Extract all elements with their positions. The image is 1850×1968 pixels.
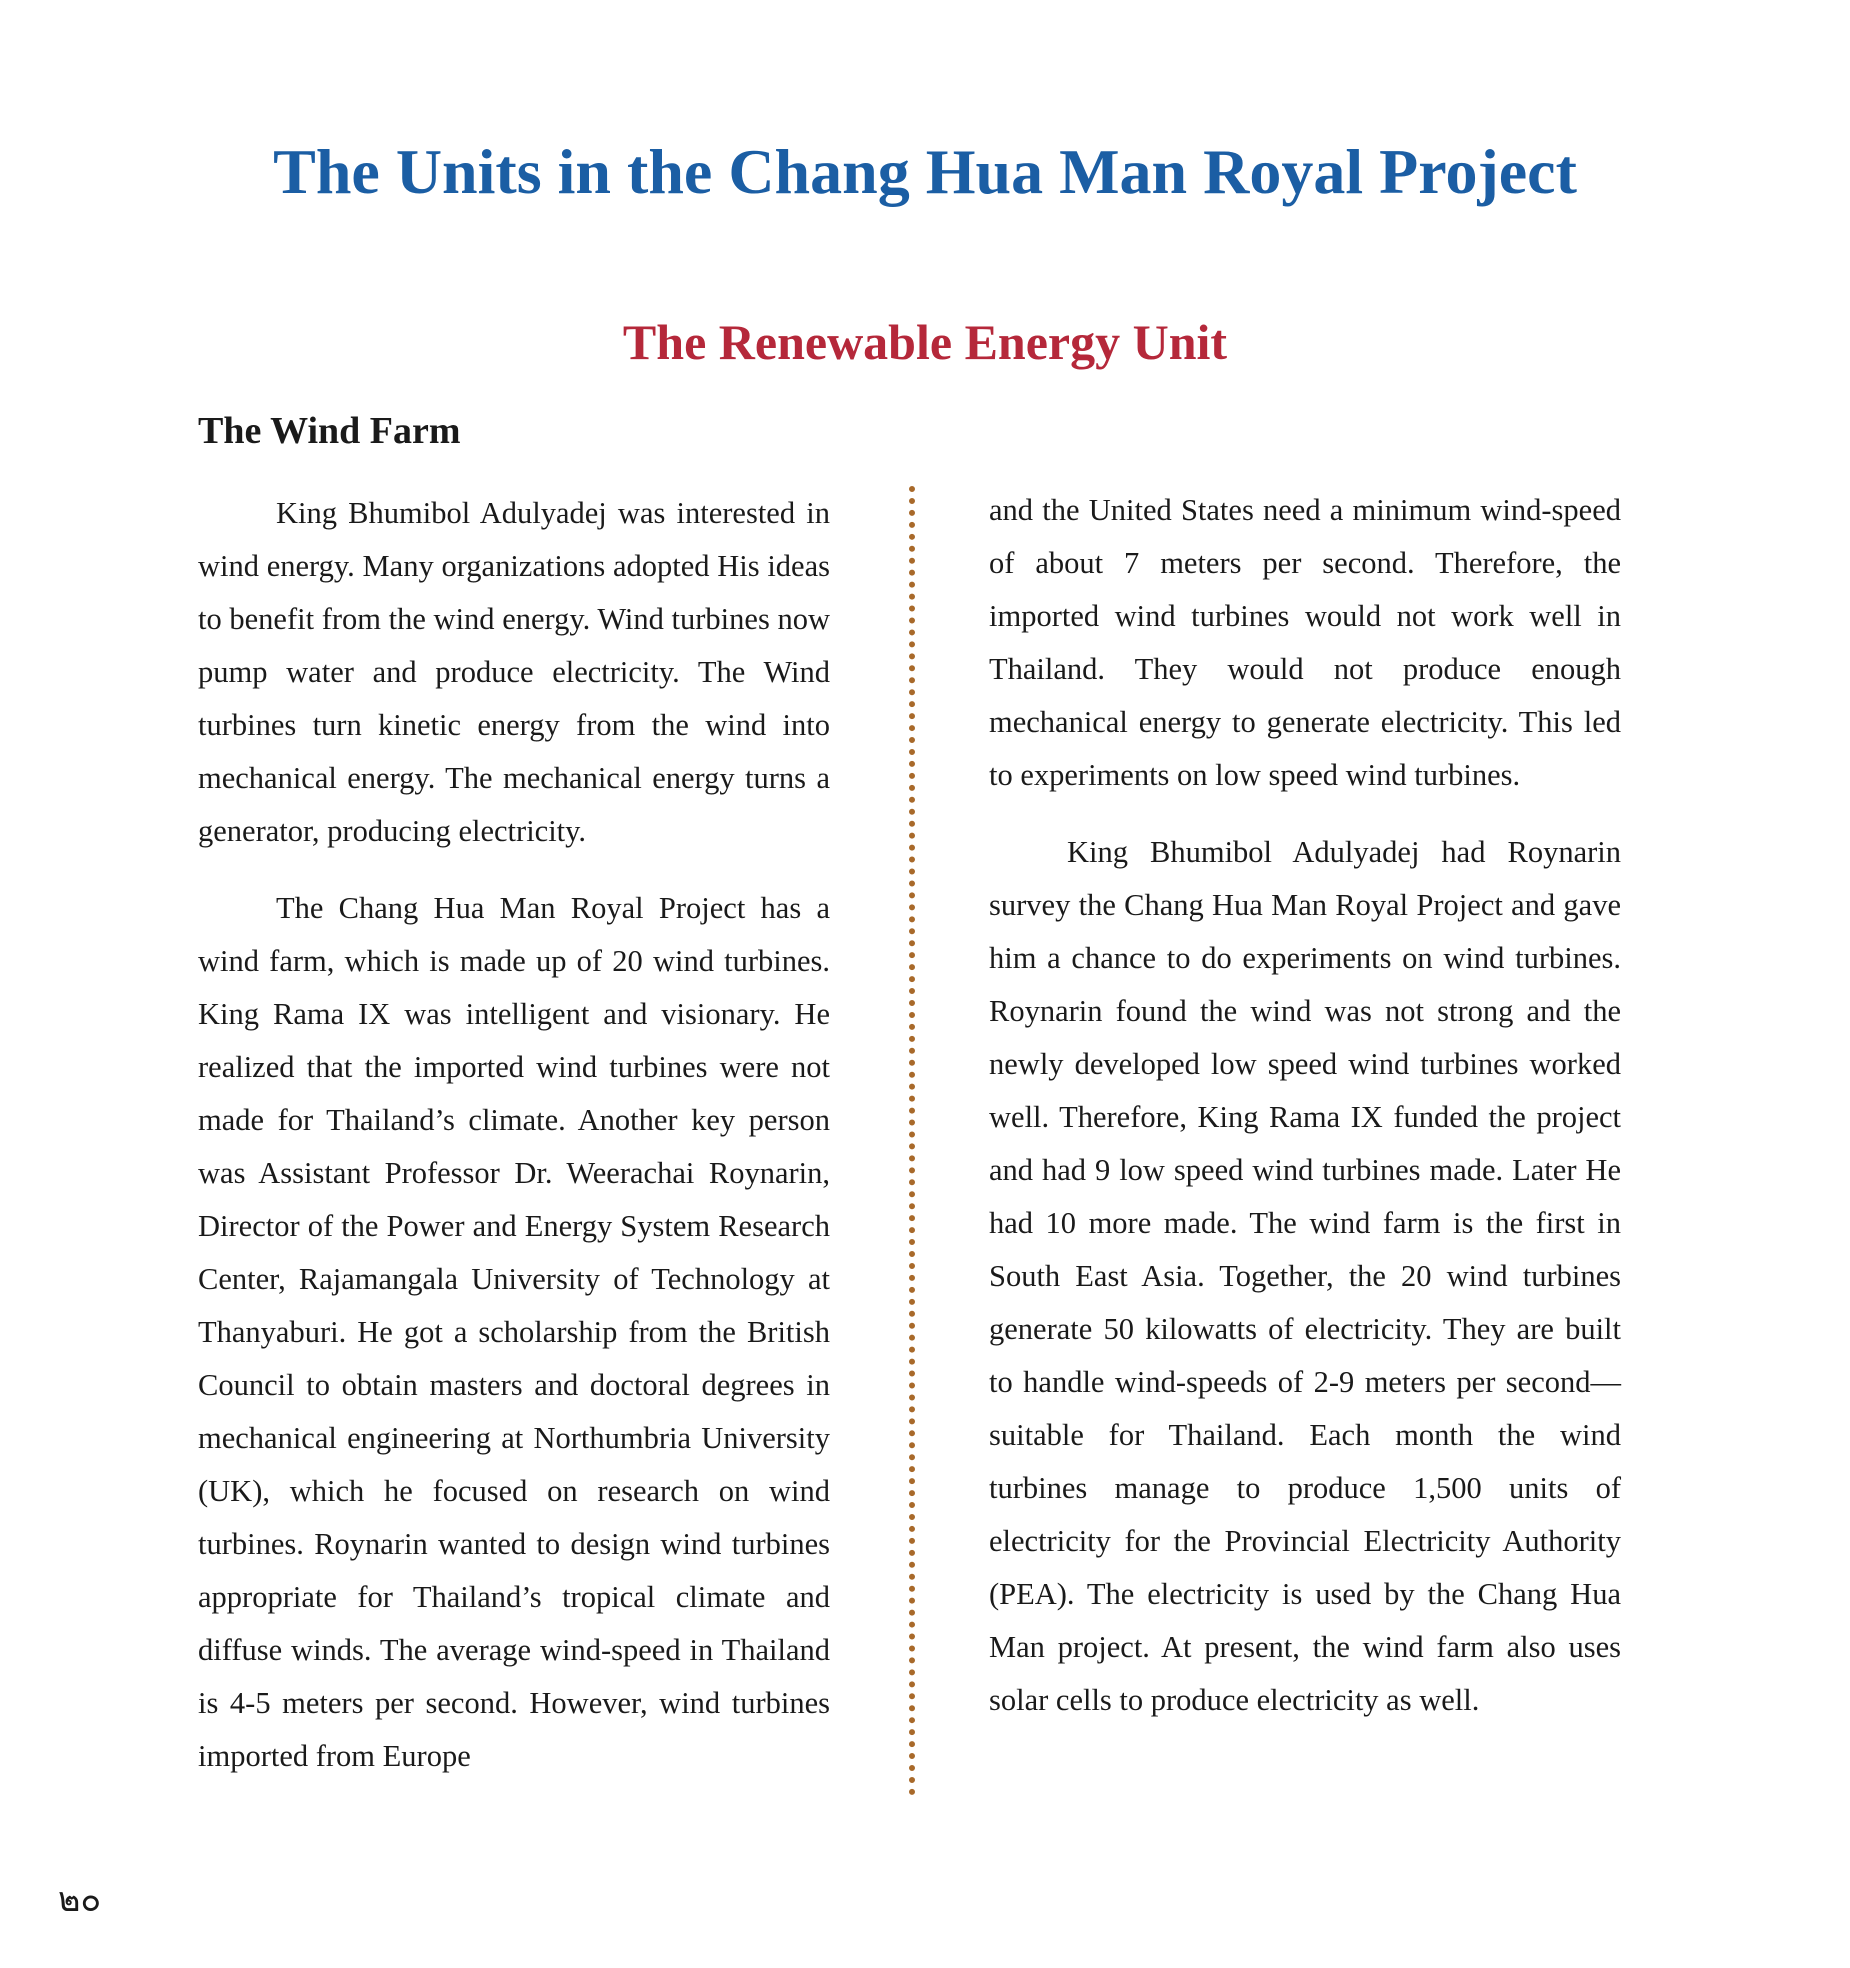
page-number: ๒๐ xyxy=(58,1880,102,1920)
right-paragraph-2: King Bhumibol Adulyadej had Roynarin survey the Chang Hua Man Royal Project and gave him a chance to do experiments on wind turbines. Roynarin found the wind was not strong and the newly developed low speed wind turbines worked well. Therefore, King Rama IX funded the project and had 9 low speed wind turbines made. Later He had 10 more made. The wind farm is the first in South East Asia. Together, the 20 wind turbines generate 50 kilowatts of electricity. They are built to handle wind-speeds of 2-9 meters per second—suitable for Thailand. Each month the wind turbines manage to produce 1,500 units of electricity for the Provincial Electricity Authority (PEA). The electricity is used by the Chang Hua Man project. At present, the wind farm also uses solar cells to produce electricity as well. xyxy=(989,835,1621,1717)
unit-title: The Renewable Energy Unit xyxy=(622,314,1228,370)
left-paragraph-2: The Chang Hua Man Royal Project has a wind farm, which is made up of 20 wind turbines. King Rama IX was intelligent and visionary. He realized that the imported wind turbines were not made for Thailand’s climate. Another key person was Assistant Professor Dr. Weerachai Roynarin, Director of the Power and Energy System Research Center, Rajamangala University of Technology at Thanyaburi. He got a scholarship from the British Council to obtain masters and doctoral degrees in mechanical engineering at Northumbria University (UK), which he focused on research on wind turbines. Roynarin wanted to design wind turbines appropriate for Thailand’s tropical climate and diffuse winds. The average wind-speed in Thailand is 4-5 meters per second. However, wind turbines imported from Europe xyxy=(198,891,830,1773)
section-heading: The Wind Farm xyxy=(198,410,461,452)
column-divider xyxy=(909,486,915,1796)
left-paragraph-1: King Bhumibol Adulyadej was interested in wind energy. Many organizations adopted His ideas to benefit from the wind energy. Wind turbines now pump water and produce electricity. The Wind turbines turn kinetic energy from the wind into mechanical energy. The mechanical energy turns a generator, producing electricity. xyxy=(198,496,830,848)
left-column xyxy=(198,487,830,1783)
page-title: The Units in the Chang Hua Man Royal Project xyxy=(273,136,1577,207)
right-column xyxy=(989,484,1621,1727)
right-paragraph-1: and the United States need a minimum wind-speed of about 7 meters per second. Therefore, the imported wind turbines would not work well in Thailand. They would not produce enough mechanical energy to generate electricity. This led to experiments on low speed wind turbines. xyxy=(989,493,1621,792)
